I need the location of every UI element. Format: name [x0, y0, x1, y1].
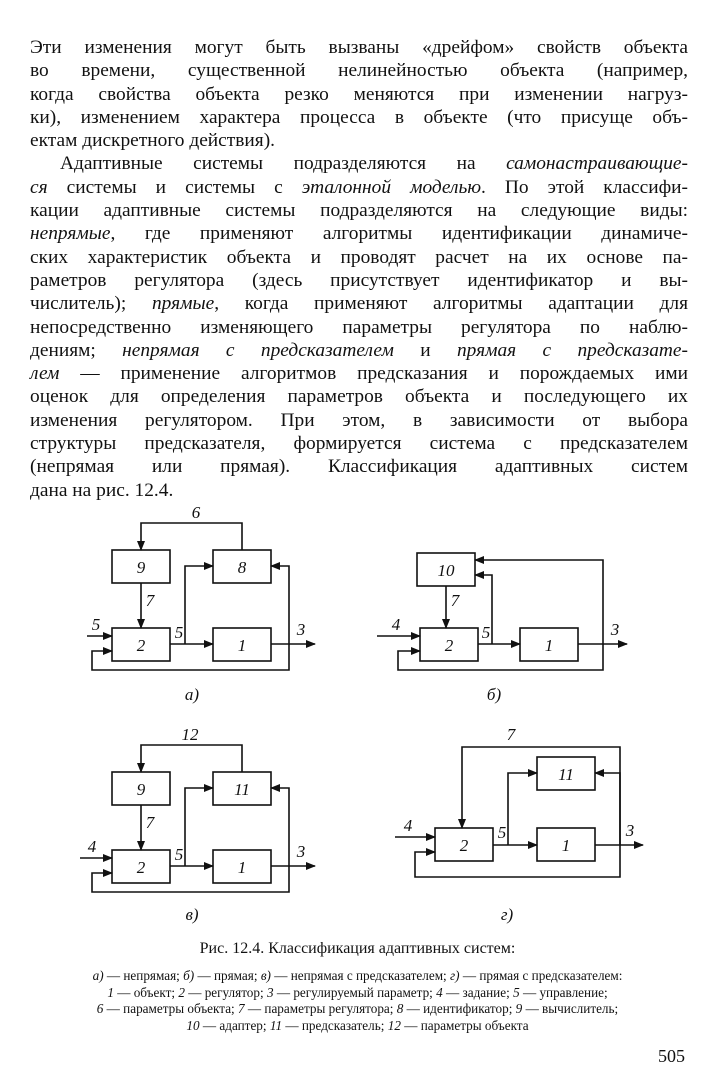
block-label: 2: [136, 636, 146, 655]
text-line: [30, 362, 688, 385]
text-segment: непосредственно изменяющего параметры регулятора по наблю-: [30, 316, 688, 338]
text-line: [30, 199, 688, 222]
italic-term: в): [260, 968, 271, 983]
text-segment: числитель);: [30, 293, 152, 315]
text-segment: — непрямая;: [103, 968, 184, 983]
italic-term: 10: [186, 1017, 200, 1033]
italic-term: непрямые: [30, 223, 111, 245]
arrow-label: 12: [181, 725, 199, 744]
italic-term: 2: [178, 984, 185, 1000]
text-segment: — параметры объекта: [400, 1017, 529, 1033]
arrow-label: 7: [145, 813, 155, 832]
text-segment: изменения регулятором. При этом, в зависимости от выбора: [30, 409, 688, 431]
italic-term: 8: [396, 1001, 404, 1016]
text-segment: Адаптивные системы подразделяются на: [60, 153, 507, 175]
italic-term: 11: [269, 1017, 283, 1033]
text-line: [30, 432, 688, 455]
arrow-label: 3: [625, 821, 635, 840]
text-segment: . По этой классифи-: [481, 176, 688, 198]
text-segment: системы и системы с: [47, 176, 302, 198]
text-line: ектам дискретного действия).: [30, 130, 276, 152]
block-label: 2: [459, 836, 469, 855]
text-segment: — прямая с предсказателем:: [459, 968, 623, 983]
diagram-label: в): [185, 905, 199, 924]
diagram-d: [395, 747, 643, 877]
block-label: 8: [237, 558, 247, 577]
italic-term: прямые: [151, 293, 215, 315]
text-line: [30, 152, 688, 175]
text-segment: — задание;: [442, 984, 514, 1000]
body-text: [30, 36, 688, 502]
text-line: ки), изменением характера процесса в объекте (что присуще объ-: [30, 106, 688, 128]
italic-term: самонастраивающие-: [506, 153, 688, 175]
italic-term: 9: [515, 1001, 523, 1016]
italic-term: г): [450, 968, 460, 983]
text-line: [30, 479, 688, 502]
text-segment: структуры предсказателя, формируется система с предсказателем: [30, 433, 688, 455]
italic-term: прямая с предсказате-: [456, 339, 688, 361]
diagram-c: [80, 745, 315, 892]
figure-12-4: [0, 500, 715, 940]
figure-caption: Рис. 12.4. Классификация адаптивных систем:: [199, 940, 516, 957]
block-label: 10: [437, 561, 455, 580]
text-line: [30, 455, 688, 478]
italic-term: а): [92, 968, 104, 983]
arrow-label: 6: [191, 503, 201, 522]
text-segment: раметров регулятора (здесь присутствует идентификатор и вы-: [30, 269, 688, 291]
arrow-label: 5: [91, 615, 101, 634]
text-segment: — непрямая с предсказателем;: [270, 968, 450, 983]
text-segment: ских характеристик объекта и проводят расчет на их основе па-: [30, 246, 688, 268]
arrow-label: 4: [391, 615, 401, 634]
arrow-label: 5: [497, 823, 507, 842]
diagram-label: г): [500, 905, 514, 924]
text-line: Эти изменения могут быть вызваны «дрейфом» свойств объекта: [30, 37, 688, 58]
text-segment: , где применяют алгоритмы идентификации динамиче-: [110, 223, 688, 245]
text-segment: дениям;: [30, 339, 123, 361]
arrow-label: 4: [87, 837, 97, 856]
block-label: 2: [136, 858, 146, 877]
text-line: когда свойства объекта резко меняются при изменении нагруз-: [30, 83, 688, 105]
text-line: [30, 292, 688, 315]
italic-term: лем: [30, 363, 60, 385]
text-line: [24, 1018, 691, 1035]
text-segment: — регулятор;: [184, 984, 267, 1000]
text-segment: — вычислитель;: [522, 1001, 619, 1016]
block-label: 9: [136, 558, 146, 577]
text-segment: , когда применяют алгоритмы адаптации для: [214, 293, 688, 315]
page-number: 505: [658, 1046, 685, 1066]
figure-legend: [24, 968, 691, 1034]
text-line: [30, 385, 688, 408]
block-label: 1: [237, 858, 247, 877]
arrow-label: 4: [403, 816, 413, 835]
block-label: 11: [234, 780, 250, 799]
text-segment: — параметры регулятора;: [244, 1001, 397, 1016]
text-segment: — параметры объекта;: [103, 1001, 239, 1016]
text-segment: — прямая;: [194, 968, 261, 983]
text-segment: — управление;: [519, 984, 608, 1000]
paragraph-1: [30, 36, 688, 152]
arrow-label: 7: [450, 591, 460, 610]
text-line: [30, 176, 688, 199]
italic-term: 4: [436, 984, 443, 1000]
italic-term: 3: [266, 984, 274, 1000]
text-segment: — применение алгоритмов предсказания и порождаемых ими: [59, 363, 688, 385]
italic-term: 1: [107, 984, 114, 1000]
diagram-b: [377, 553, 627, 670]
diagram-a: [87, 523, 315, 670]
block-label: 9: [136, 780, 146, 799]
diagram-label: б): [486, 685, 502, 704]
text-segment: — предсказатель;: [282, 1017, 388, 1033]
text-line: [24, 1001, 691, 1018]
italic-term: 5: [513, 984, 520, 1000]
text-line: [30, 269, 688, 292]
text-line: [30, 409, 688, 432]
arrow-label: 7: [145, 591, 155, 610]
text-line: [24, 968, 691, 985]
text-line: [30, 339, 688, 362]
block-label: 1: [544, 636, 554, 655]
block-label: 2: [444, 636, 454, 655]
paragraph-2: [30, 152, 688, 501]
text-segment: кации адаптивные системы подразделяются на следующие виды:: [30, 200, 688, 222]
italic-term: 7: [238, 1001, 245, 1016]
text-segment: оценок для определения параметров объекта и последующего их: [30, 386, 688, 408]
text-line: [30, 316, 688, 339]
text-line: во времени, существенной нелинейностью объекта (например,: [30, 60, 688, 82]
text-segment: и: [393, 339, 457, 361]
arrow-label: 3: [296, 620, 306, 639]
italic-term: эталонной моделью: [301, 176, 482, 198]
italic-term: непрямая с предсказателем: [122, 339, 394, 361]
italic-term: 6: [96, 1001, 104, 1016]
block-label: 1: [561, 836, 571, 855]
italic-term: б): [183, 968, 195, 983]
block-label: 11: [558, 765, 574, 784]
text-segment: — регулируемый параметр;: [273, 984, 437, 1000]
diagram-label: а): [184, 685, 200, 704]
arrow-label: 5: [481, 623, 491, 642]
italic-term: ся: [30, 176, 48, 198]
block-label: 1: [237, 636, 247, 655]
text-segment: — объект;: [113, 984, 179, 1000]
text-line: [24, 985, 691, 1002]
arrow-label: 7: [506, 725, 516, 744]
text-segment: — идентификатор;: [403, 1001, 516, 1016]
text-line: [30, 246, 688, 269]
text-segment: дана на рис. 12.4.: [30, 479, 174, 501]
text-line: [30, 222, 688, 245]
arrow-label: 5: [174, 623, 184, 642]
arrow-label: 3: [296, 842, 306, 861]
block-diagrams: [0, 500, 715, 940]
italic-term: 12: [387, 1017, 401, 1033]
arrow-label: 5: [174, 845, 184, 864]
text-segment: (непрямая или прямая). Классификация адаптивных систем: [30, 456, 688, 478]
arrow-label: 3: [610, 620, 620, 639]
text-segment: — адаптер;: [199, 1017, 270, 1033]
